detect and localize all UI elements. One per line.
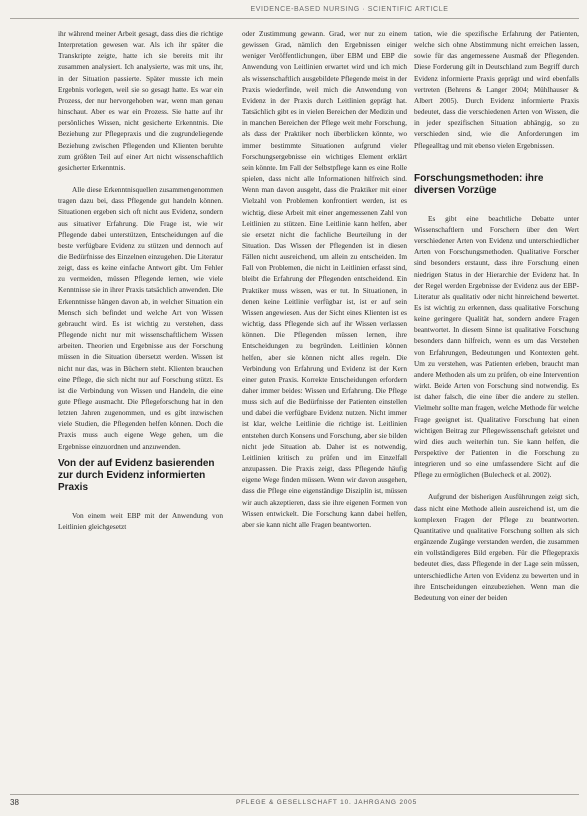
text-column-middle: [242, 28, 407, 792]
journal-footer: PFLEGE & GESELLSCHAFT 10. JAHRGANG 2005: [236, 799, 417, 806]
section-heading: Forschungsmethoden: ihre diversen Vorzüge: [414, 172, 544, 196]
body-paragraph: ihr während meiner Arbeit gesagt, dass dies die richtige Interpretation gewesen war. Als ich ihr später die Transkripte zeigte, hatte ich sie bereits mit ihr zusammen analysiert. Ich analysierte, was mit uns, ihr, in der Situation passierte. Später musste ich mein Ergebnis vorlegen, weil sie so gesagt hatte. Es war ein Prozess, der nur hervorgehoben war, wenn man genau hinschaut. Aber es war ein Prozess. Sie hatte auf ihr persönliches Wissen, nicht gesicherte Erkenntnis. Die Beziehung zur Pflegepraxis und die zugrundeliegende Beziehung zwischen Pflegenden und Klienten beruhte zum größten Teil auf einer Art nicht wissenschaftlich gesicherter Erkenntnis.: [58, 29, 223, 172]
header-rule: [10, 18, 579, 19]
running-head: EVIDENCE-BASED NURSING · SCIENTIFIC ARTICLE: [250, 6, 449, 13]
footer-rule: [10, 794, 579, 795]
text-column-right: [414, 28, 579, 792]
section-heading: Von der auf Evidenz basierenden zur durch Evidenz informierten Praxis: [58, 457, 215, 493]
body-paragraph: tation, wie die spezifische Erfahrung der Patienten, welche sich ohne Abstimmung nicht erreichen lassen, sowie für das angemessene Ausmaß der Pflegenden. Diese Forderung gilt in Deutschland zum Begriff durch Evidenz informierte Praxis geprägt und wird ebenfalls vertreten (Behrens & Langer 2004; Mühlhauser & Albert 2005). Durch Evidenz informierte Praxis bedeutet, dass die verschiedenen Arten von Wissen, die in jeder spezifischen Situation abhängig, so zu verschieden sind, wie die Anforderungen im Pflegealltag und mit ebenso vielen Ergebnissen.: [414, 29, 579, 150]
body-paragraph: oder Zustimmung gewann. Grad, wer nur zu einem gewissen Grad, nämlich den Ergebnissen einiger weniger Veröffentlichungen, über EBM und EBP die Anwendung von Leitlinien erwartet wird und ich mich als wissenschaftlich ausgebildete Pflegende meist in der Praxis wiederfinde, weil mich die Anwendung von Evidenz in der Praxis durch Leitlinien geprägt hat. Tatsächlich gibt es in vielen Bereichen der Medizin und in manchen Bereichen der Pflege weit mehr Forschung, als dass der Praktiker noch überblicken könnte, wo immer bestimmte Situationen aufgrund vieler Forschungsergebnisse ein wichtiges Element erklärt sein könnte. Im Fall der Selbstpflege kann es eine Rolle spielen, dass nicht alle Informationen hilfreich sind. Wenn man davon ausgeht, dass die Praktiker mit einer Vielzahl von Problemen konfrontiert werden, ist es wichtig, diese Arbeit mit einer angemessenen Zahl von Leitlinien zu stützen. Eine Leitlinie kann helfen, aber sie ersetzt nicht die fachliche Beurteilung in der Situation. Das Wissen der Pflegenden ist in diesen Fällen nicht ausreichend, um allein zu entscheiden. Im Fall von Problemen, die nicht in Leitlinien erfasst sind, bleibt die Erfahrung der Pflegenden entscheidend. Ein Praktiker muss wissen, was er tut. In Situationen, in denen keine Leitlinie verfügbar ist, ist er auf sein Wissen angewiesen. Aus der Sicht eines Klienten ist es wichtig, dass Pflegende sich auf ihr Wissen verlassen können. Die Pflegenden müssen lernen, ihre Entscheidungen zu begründen. Leitlinien können helfen, aber sie können nicht alles regeln. Die Verbindung von Erfahrung und Evidenz ist der Kern einer guten Praxis. Korrekte Entscheidungen erfordern daher immer beides: Wissen und Erfahrung. Die Pflege muss sich auf die Bedürfnisse der Patienten einstellen und dabei die verfügbare Evidenz nutzen. Nicht immer ist klar, welche Leitlinie die richtige ist. Leitlinien entstehen durch Konsens und Forschung, aber sie bilden nicht jede Situation ab. Daher ist es notwendig, Leitlinien kritisch zu prüfen und im Einzelfall anzupassen. Die Praxis zeigt, dass Pflegende häufig eigene Wege finden müssen. Wenn wir davon ausgehen, dass die Pflege eine eigenständige Disziplin ist, müssen wir auch akzeptieren, dass sie ihre eigenen Formen von Wissen entwickelt. Die Forschung kann dabei helfen, aber sie kann nicht alle Fragen beantworten.: [242, 29, 407, 529]
page-number: 38: [10, 798, 19, 807]
text-column-left: [58, 28, 223, 792]
body-paragraph: Von einem weit EBP mit der Anwendung von Leitlinien gleichgesetzt: [58, 510, 223, 531]
body-paragraph: Es gibt eine beachtliche Debatte unter Wissenschaftlern und Forschern über den Wert verschiedener Arten von Evidenz und unterschiedlicher Arten von Forschungsmethoden. Qualitative Forscher sind besonders erstaunt, dass ihre Forschung einen niedrigen Status in der Hierarchie der Evidenz hat. In der Regel werden Ergebnisse der Evidenz aus der EBP-Literatur als qualitativ oder nicht hinreichend bewertet. Es ist wichtig zu erkennen, dass qualitative Forschung keine geringere Qualität hat, sondern andere Fragen beantwortet. In diesem Sinne ist qualitative Forschung besonders dann hilfreich, wenn es um das Verstehen von Erfahrungen, Bedeutungen und Kontexten geht. Um zu verstehen, was Patienten erleben, braucht man andere Methoden als um zu prüfen, ob eine Intervention wirkt. Beide Arten von Forschung sind notwendig. Es ist daher falsch, die eine über die andere zu stellen. Vielmehr sollte man fragen, welche Methode für welche Frage geeignet ist. Qualitative Forschung hat einen wichtigen Beitrag zur Pflegewissenschaft geleistet und wird dies auch weiterhin tun. Sie kann helfen, die Perspektive der Patienten in die Forschung zu integrieren und so eine umfassendere Sicht auf die Pflege zu ermöglichen (Bulecheck et al. 2002).: [414, 213, 579, 480]
body-paragraph: Alle diese Erkenntnisquellen zusammengenommen tragen dazu bei, dass Pflegende gut handeln können. Situationen ergeben sich oft nicht aus Evidenz, sondern aus situativer Erfahrung. Die Frage ist, wie wir Pflegende dabei unterstützen, Entscheidungen auf die beste verfügbare Evidenz zu stützen und dennoch auf die Bedürfnisse des Einzelnen einzugehen. Die Literatur zeigt, dass es keine einfache Antwort gibt. Um Fehler zu vermeiden, müssen Pflegende lernen, wie viele Kenntnisse sie in ihrer Praxis tatsächlich anwenden. Die Erkenntnisse hängen davon ab, in welcher Situation ein Mensch sich befindet und welche Art von Wissen gebraucht wird. Es ist wichtig zu verstehen, dass Pflegende nicht nur mit wissenschaftlichem Wissen arbeiten. Theorien und Ergebnisse aus der Forschung müssen in die Situation übersetzt werden. Wissen ist nicht nur das, was in Büchern steht. Klienten brauchen eine Pflege, die sich nicht nur auf Forschung stützt. Es ist die Verbindung von Wissen und Handeln, die eine gute Pflege ausmacht. Die Pflegeforschung hat in den letzten Jahren zugenommen, und es gibt inzwischen viele Studien, die Pflegenden helfen können. Doch die Praxis muss auch eigene Wege gehen, um die Ergebnisse einzuordnen und anzuwenden.: [58, 185, 223, 451]
body-paragraph: Aufgrund der bisherigen Ausführungen zeigt sich, dass nicht eine Methode allein ausreichend ist, um die komplexen Fragen der Pflege zu beantworten. Quantitative und qualitative Forschung sollten als sich ergänzende Zugänge verstanden werden, die zusammen ein vollständigeres Bild ergeben. Für die Pflegepraxis bedeutet dies, dass Pflegende in der Lage sein müssen, unterschiedliche Arten von Evidenz zu bewerten und in ihre Entscheidungen einzubeziehen. Wenn man die Bedeutung von einer der beiden: [414, 492, 579, 602]
